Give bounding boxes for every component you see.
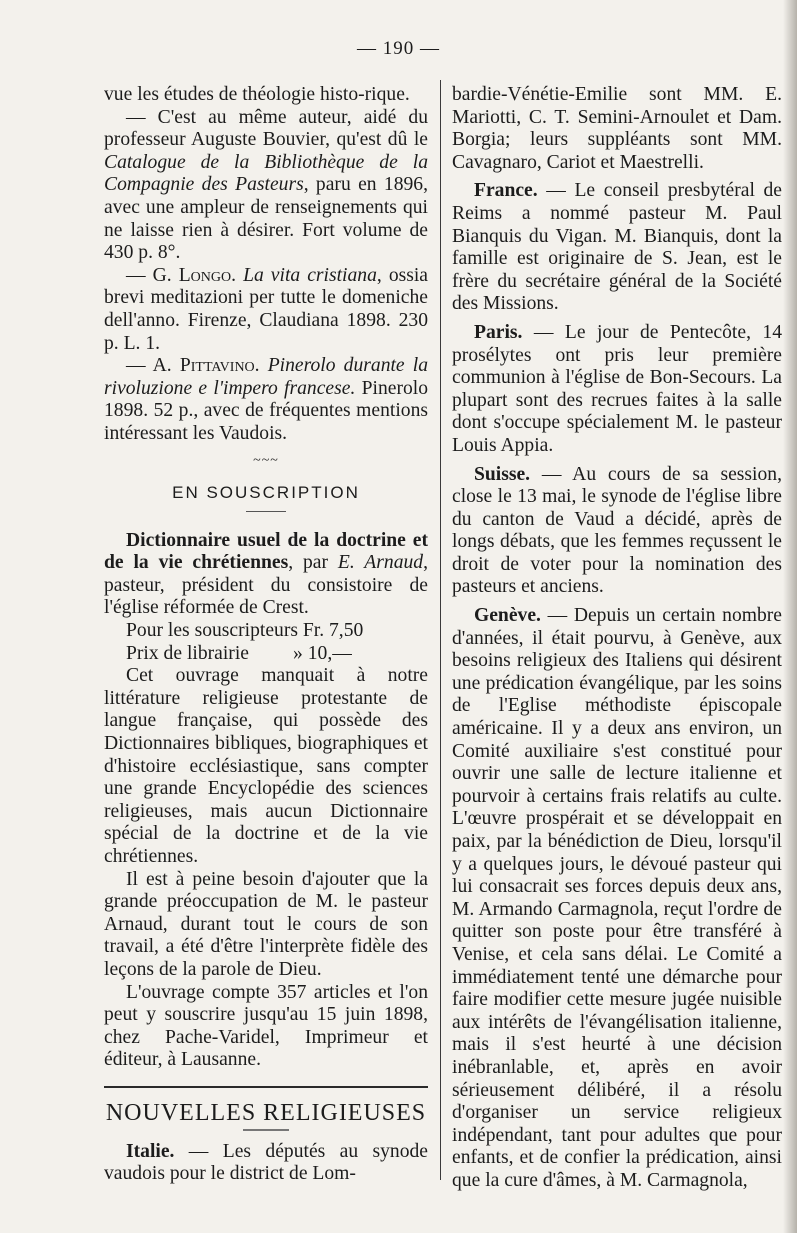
paragraph: Il est à peine besoin d'ajouter que la grande préoccupation de M. le pasteur Arnaud, durant tout le cours de son travail, a été d'être l'interprète fidèle des leçons de la parole de Dieu. [104, 868, 428, 980]
paragraph: L'ouvrage compte 357 articles et l'on peut y souscrire jusqu'au 15 juin 1898, chez Pache-Varidel, Imprimeur et éditeur, à Lausanne. [104, 981, 428, 1071]
page-edge-shadow [783, 0, 797, 1233]
paragraph: — A. Pittavino. Pinerolo durante la rivoluzione e l'impero francese. Pinerolo 1898. 52 p., avec de fréquentes mentions intéressant les Vaudois. [104, 355, 429, 444]
paragraph: — C'est au même auteur, aidé du professeur Auguste Bouvier, qu'est dû le Catalogue de la Bibliothèque de la Compagnie des Pasteurs, paru en 1896, avec une ampleur de renseignements qui ne laisse rien à désirer. Fort volume de 430 p. 8°. [104, 106, 428, 264]
paragraph: Dictionnaire usuel de la doctrine et de la vie chrétiennes, par E. Arnaud, pasteur, président du consistoire de l'église réformée de Crest. [104, 529, 428, 619]
paragraph: Paris. — Le jour de Pentecôte, 14 prosélytes ont pris leur première communion à l'église de Bon-Secours. La plupart sont des recrues faites à la salle dont s'occupe spécialement M. le pasteur Louis Appia. [452, 321, 782, 456]
paragraph: Suisse. — Au cours de sa session, close le 13 mai, le synode de l'église libre du canton de Vaud a décidé, après de longs débats, que les femmes reçussent le droit de voter pour la nomination des pasteurs et anciens. [452, 463, 782, 598]
column-divider [440, 80, 441, 1180]
page-number: — 190 — [357, 38, 440, 59]
left-column [104, 84, 428, 1186]
section-heading: NOUVELLES RELIGIEUSES [105, 1099, 427, 1126]
divider [104, 1086, 428, 1088]
paragraph: Italie. — Les députés au synode vaudois pour le district de Lom- [104, 1140, 428, 1185]
paragraph: vue les études de théologie histo-rique. [104, 84, 410, 105]
paragraph: Genève. — Depuis un certain nombre d'années, il était pourvu, à Genève, aux besoins religieux des Italiens qui désirent une prédication évangélique, par les soins de l'Eglise méthodiste épiscopale américaine. Il y a deux ans environ, un Comité auxiliaire s'est constitué pour ouvrir une salle de lecture italienne et pourvoir à certains frais relatifs au culte. L'œuvre prospérait et se développait en paix, par la bénédiction de Dieu, lorsqu'il y a quelques jours, le dévoué pasteur qui lui consacrait ses forces depuis deux ans, M. Armando Carmagnola, reçut l'ordre de quitter son poste pour être transféré à Venise, et cela sans délai. Le Comité a immédiatement tenté une démarche pour faire modifier cette mesure jugée nuisible aux intérêts de l'évangélisation italienne, mais il s'est heurté à une décision inébranlable, et, après en avoir sérieusement délibéré, il a résolu d'organiser un service religieux indépendant, tant pour adultes que pour enfants, et de confier la prédication, ainsi que la cure d'âmes, à M. Carmagnola, [452, 605, 782, 1191]
ornament: ~~~ [253, 452, 279, 468]
section-heading: EN SOUSCRIPTION [172, 483, 360, 503]
paragraph: bardie-Vénétie-Emilie sont MM. E. Mariotti, C. T. Semini-Arnoulet et Dam. Borgia; leurs suppléants sont MM. Cavagnaro, Cariot et Maestrelli. [452, 84, 782, 173]
price-line: Prix de librairie » 10,— [126, 642, 352, 664]
divider [243, 1129, 289, 1131]
right-column [452, 84, 782, 1193]
paragraph: Cet ouvrage manquait à notre littérature religieuse protestante de langue française, qui possède des Dictionnaires bibliques, biographiques et d'histoire ecclésiastique, sans compter une grande Encyclopédie des sciences religieuses, mais aucun Dictionnaire spécial de la doctrine et de la vie chrétiennes. [104, 665, 428, 867]
price-line: Pour les souscripteurs Fr. 7,50 [126, 620, 364, 642]
divider [246, 511, 286, 512]
paragraph: France. — Le conseil presbytéral de Reims a nommé pasteur M. Paul Bianquis du Vigan. M. Bianquis, dont la famille est originaire de S. Jean, est le frère du secrétaire général de la Société des Missions. [452, 180, 782, 315]
paragraph: — G. Longo. La vita cristiana, ossia brevi meditazioni per tutte le domeniche dell'anno. Firenze, Claudiana 1898. 230 p. L. 1. [104, 264, 429, 354]
